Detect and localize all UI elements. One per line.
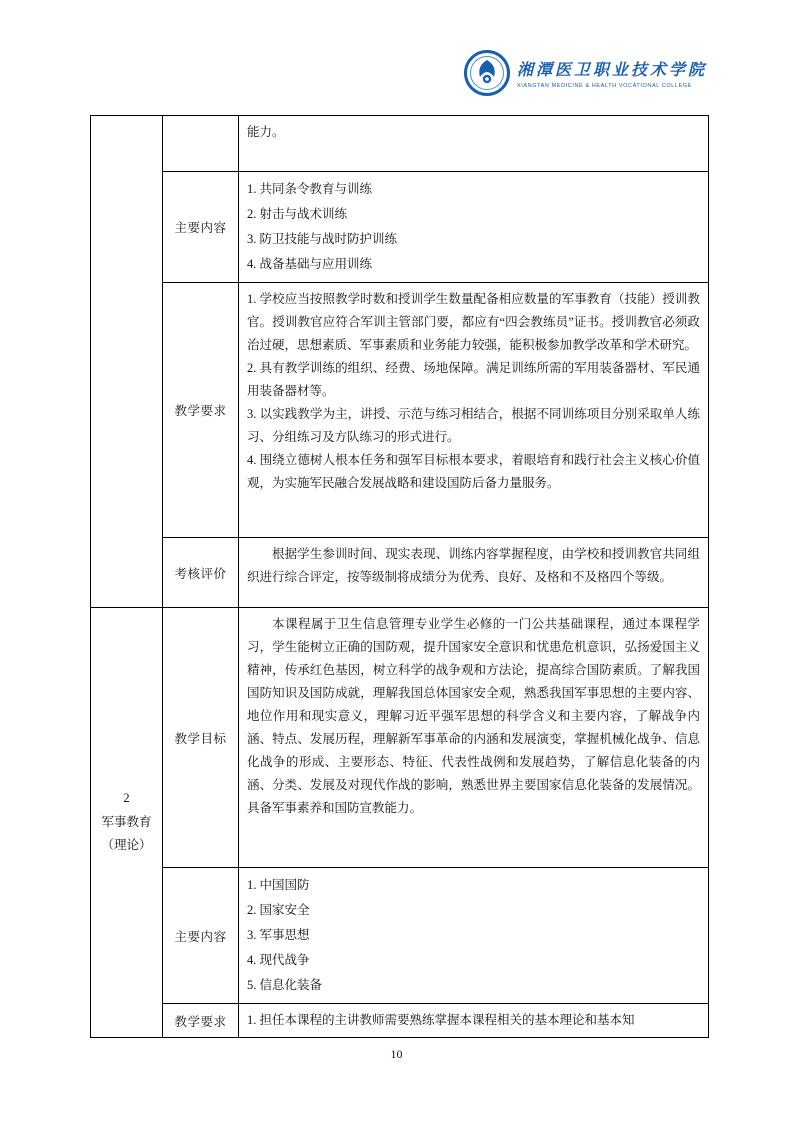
teaching-requirements-label-2: 教学要求	[163, 1004, 239, 1038]
teaching-requirements-cell	[239, 283, 709, 538]
course-table	[90, 115, 709, 1038]
main-content-label: 主要内容	[163, 172, 239, 283]
continuation-content-cell	[239, 116, 709, 172]
page-header	[464, 50, 707, 96]
section1-side-cell	[91, 116, 163, 608]
college-emblem-icon	[464, 50, 510, 96]
section2-name: 军事教育	[101, 814, 152, 829]
college-name-block	[517, 57, 707, 89]
section2-paren: （理论）	[101, 838, 152, 853]
list-item: 2. 射击与战术训练	[247, 207, 348, 221]
continuation-text: 能力。	[247, 125, 285, 139]
requirement-text: 1. 担任本课程的主讲教师需要熟练掌握本课程相关的基本理论和基本知	[247, 1013, 635, 1027]
college-logo	[464, 50, 707, 96]
teaching-goal-label: 教学目标	[163, 608, 239, 868]
table-row-main-content-1	[91, 172, 709, 283]
course-table-wrapper	[90, 115, 709, 1038]
assessment-text: 根据学生参训时间、现实表现、训练内容掌握程度，由学校和授训教官共同组织进行综合评定，按等级制将成绩分为优秀、良好、及格和不及格四个等级。	[247, 547, 700, 584]
table-row-main-content-2	[91, 868, 709, 1004]
teaching-goal-text: 本课程属于卫生信息管理专业学生必修的一门公共基础课程，通过本课程学习，学生能树立正确的国防观，提升国家安全意识和忧患危机意识，弘扬爱国主义精神，传承红色基因，树立科学的战争观和方法论，提高综合国防素质。了解我国国防知识及国防成就，理解我国总体国家安全观，熟悉我国军事思想的主要内容、地位作用和现实意义，理解习近平强军思想的科学含义和主要内容，了解战争内涵、特点、发展历程，理解新军事革命的内涵和发展演变，掌握机械化战争、信息化战争的形成、主要形态、特征、代表性战例和发展趋势，了解信息化装备的内涵、分类、发展及对现代作战的影响，熟悉世界主要国家信息化装备的发展情况。具备军事素养和国防宣教能力。	[247, 617, 700, 815]
teaching-requirements-label: 教学要求	[163, 283, 239, 538]
table-row-continuation	[91, 116, 709, 172]
college-name-cn: 湘潭医卫职业技术学院	[516, 62, 707, 79]
list-item: 3. 防卫技能与战时防护训练	[247, 232, 398, 246]
list-item: 4. 现代战争	[247, 953, 310, 967]
requirement-item: 1. 学校应当按照教学时数和授训学生数量配备相应数量的军事教育（技能）授训教官。授训教官应符合军训主管部门要，都应有“四会教练员”证书。授训教官必须政治过硬，思想素质、军事素质和业务能力较强，能积极参加教学改革和学术研究。	[247, 292, 700, 352]
table-row-assessment	[91, 538, 709, 608]
main-content-cell	[239, 172, 709, 283]
list-item: 2. 国家安全	[247, 903, 310, 917]
list-item: 1. 中国国防	[247, 878, 310, 892]
section2-side-cell	[91, 608, 163, 1038]
requirement-item: 4. 围绕立德树人根本任务和强军目标根本要求，着眼培育和践行社会主义核心价值观，为实施军民融合发展战略和建设国防后备力量服务。	[247, 453, 700, 490]
assessment-label: 考核评价	[163, 538, 239, 608]
page-number: 10	[390, 1047, 403, 1061]
requirement-item: 2. 具有教学训练的组织、经费、场地保障。满足训练所需的军用装备器材、军民通用装备器材等。	[247, 361, 700, 398]
teaching-requirements-cell-2	[239, 1004, 709, 1038]
continuation-label-cell	[163, 116, 239, 172]
table-row-teaching-goal	[91, 608, 709, 868]
list-item: 3. 军事思想	[247, 928, 310, 942]
table-row-teaching-requirements-2	[91, 1004, 709, 1038]
list-item: 5. 信息化装备	[247, 978, 323, 992]
page-footer	[0, 1047, 793, 1062]
assessment-cell	[239, 538, 709, 608]
main-content-label-2: 主要内容	[163, 868, 239, 1004]
section2-number: 2	[123, 790, 130, 805]
college-name-en: XIANGTAN MEDICINE & HEALTH VOCATIONAL COLLEGE	[516, 83, 693, 89]
requirement-item: 3. 以实践教学为主，讲授、示范与练习相结合，根据不同训练项目分别采取单人练习、分组练习及方队练习的形式进行。	[247, 407, 700, 444]
list-item: 1. 共同条令教育与训练	[247, 182, 373, 196]
list-item: 4. 战备基础与应用训练	[247, 257, 373, 271]
teaching-goal-cell	[239, 608, 709, 868]
main-content-cell-2	[239, 868, 709, 1004]
table-row-teaching-requirements-1	[91, 283, 709, 538]
